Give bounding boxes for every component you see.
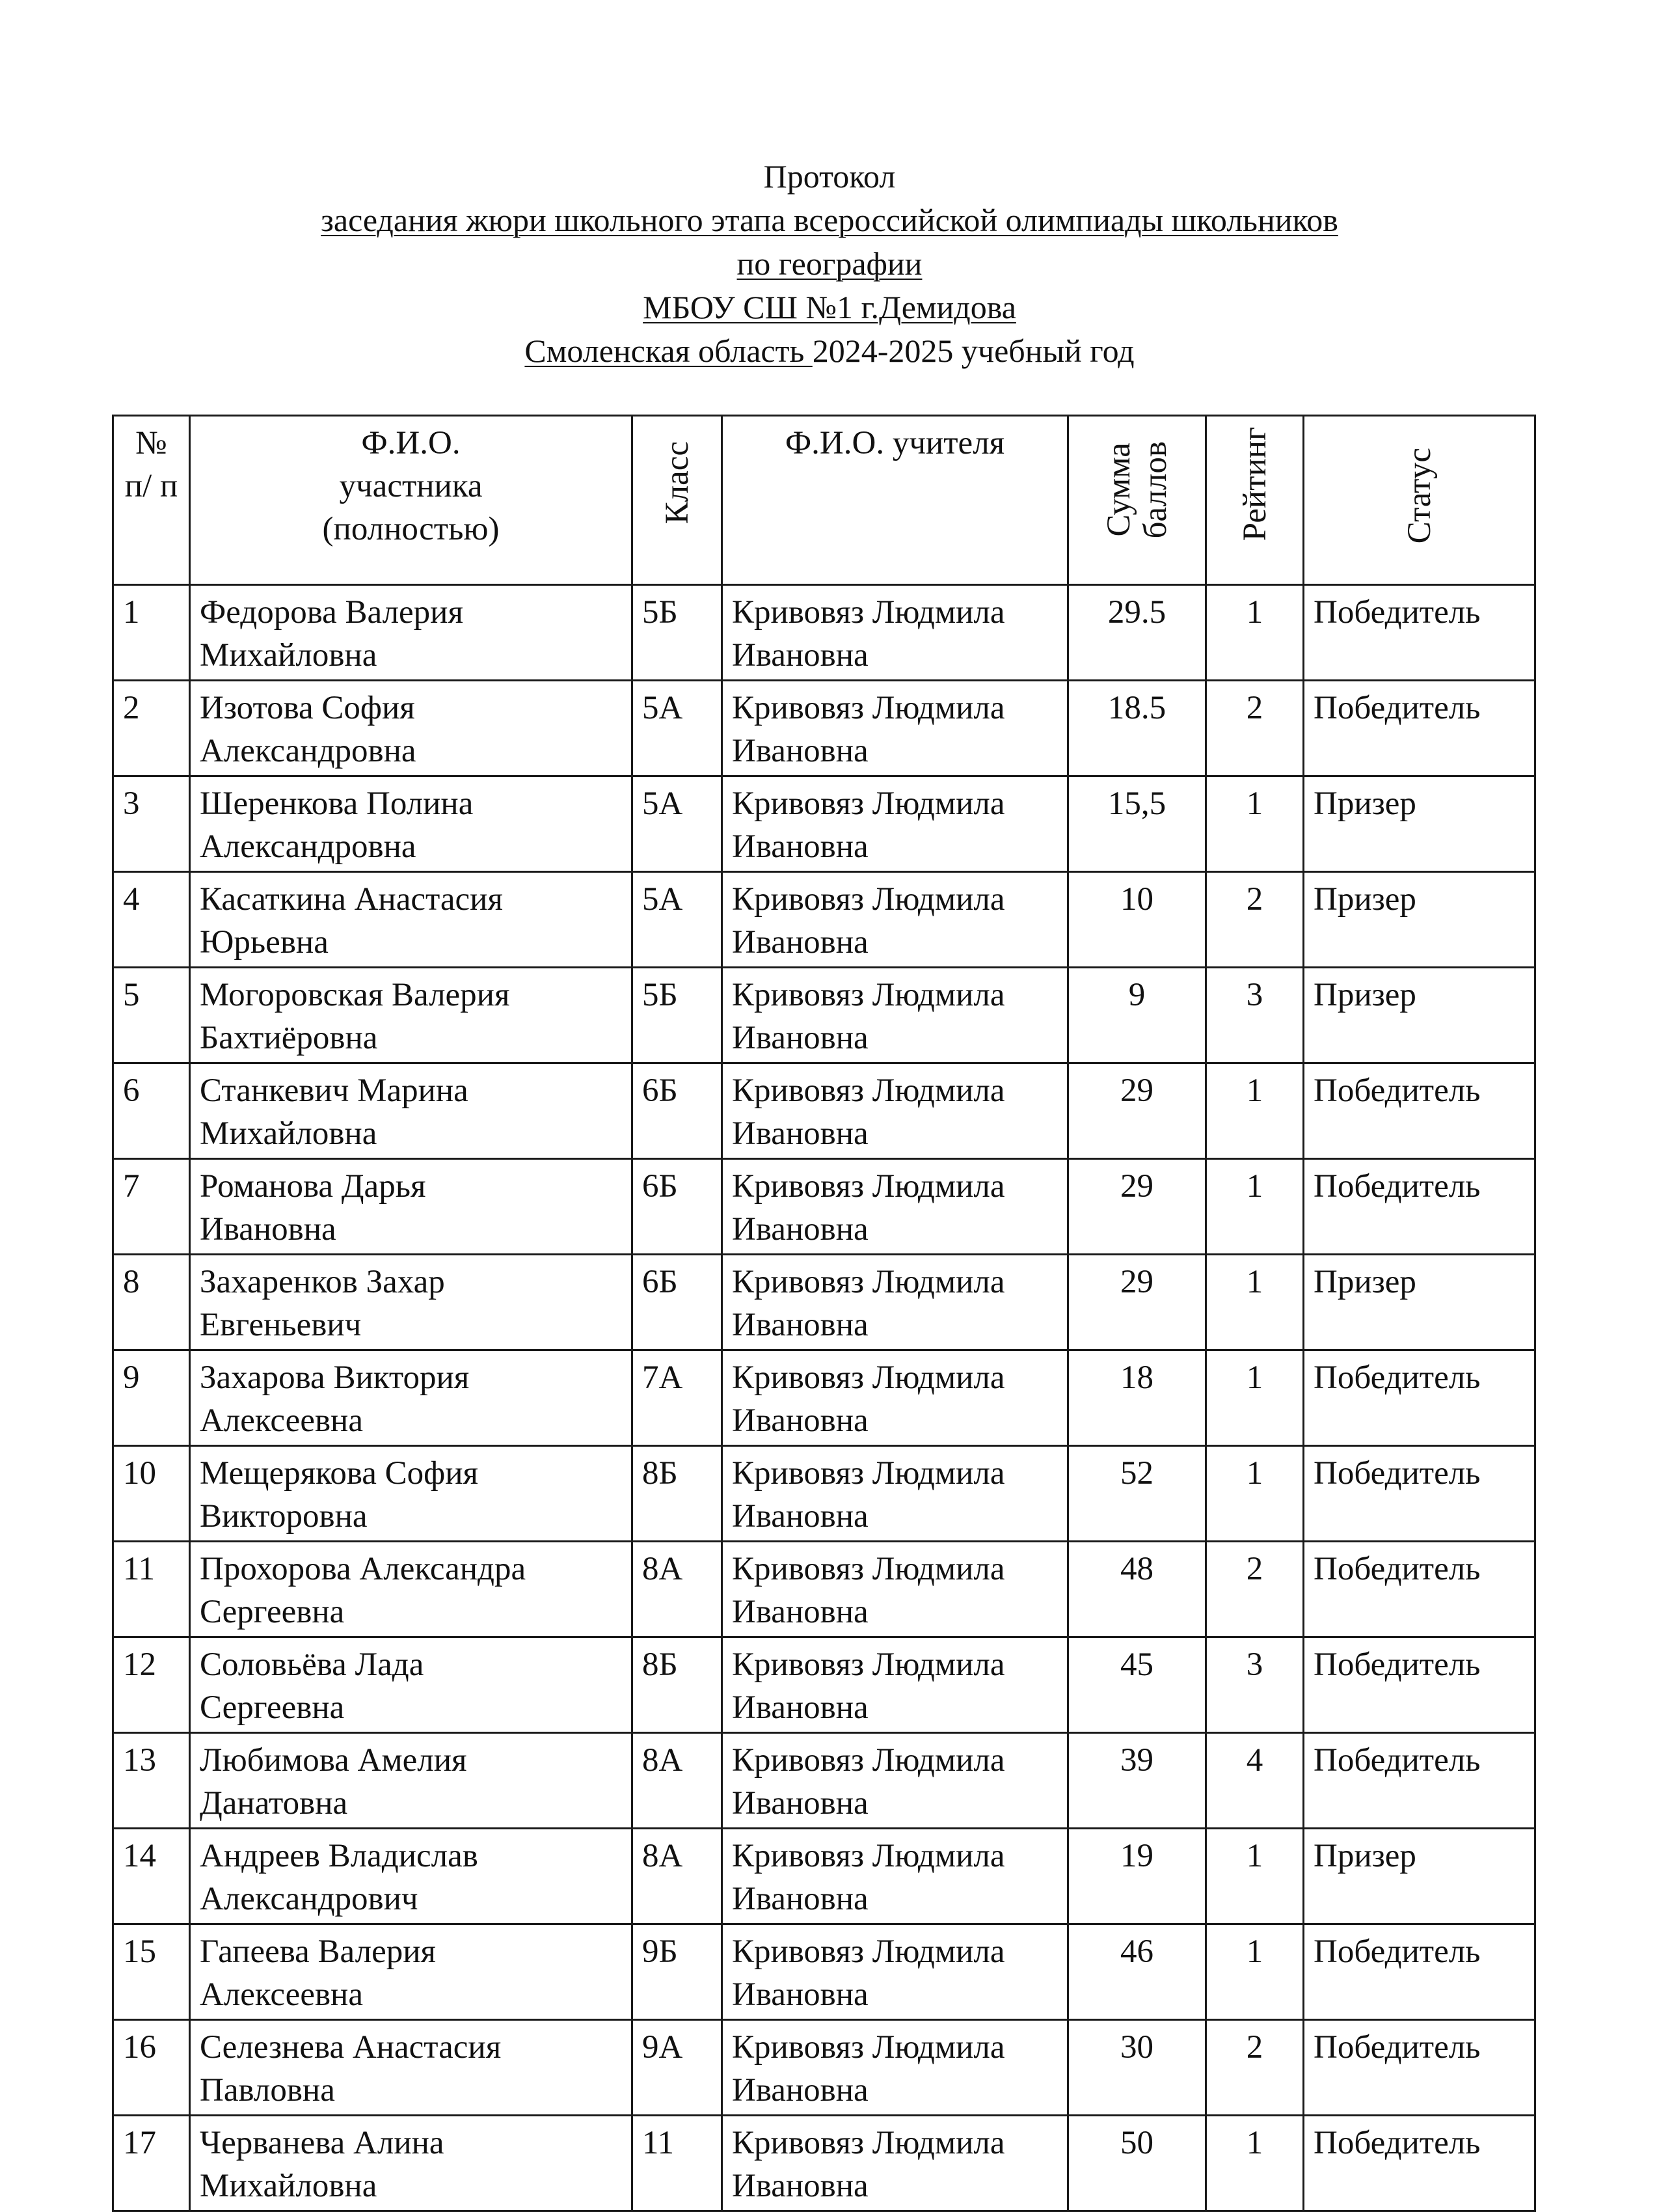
table-row <box>113 872 1535 968</box>
participant-line2: Алексеевна <box>200 1402 363 1439</box>
cell-status: Победитель <box>1304 585 1535 681</box>
cell-num: 14 <box>113 1829 190 1924</box>
participant-line1: Селезнева Анастасия <box>200 2029 502 2066</box>
cell-rating: 1 <box>1206 1924 1304 2020</box>
participant-line2: Александровна <box>200 828 416 865</box>
teacher-line2: Ивановна <box>732 637 869 674</box>
cell-rating: 2 <box>1206 872 1304 968</box>
cell-participant <box>190 1637 632 1733</box>
header-score-l2: баллов <box>1137 441 1174 539</box>
cell-participant <box>190 1446 632 1542</box>
table-row <box>113 1733 1535 1829</box>
cell-class: 6Б <box>632 1159 722 1255</box>
cell-class: 11 <box>632 2116 722 2211</box>
cell-participant <box>190 1350 632 1446</box>
participant-line2: Михайловна <box>200 1115 377 1152</box>
participant-line1: Изотова София <box>200 690 415 726</box>
cell-teacher <box>722 776 1068 872</box>
cell-num: 6 <box>113 1063 190 1159</box>
cell-status: Победитель <box>1304 1733 1535 1829</box>
header-participant-l1: Ф.И.О. <box>361 425 461 461</box>
cell-class: 9А <box>632 2020 722 2116</box>
cell-participant <box>190 2116 632 2211</box>
participant-line1: Андреев Владислав <box>200 1838 478 1874</box>
teacher-line1: Кривовяз Людмила <box>732 690 1005 726</box>
cell-num: 7 <box>113 1159 190 1255</box>
participant-line1: Любимова Амелия <box>200 1742 467 1779</box>
teacher-line2: Ивановна <box>732 1498 869 1535</box>
cell-participant <box>190 968 632 1063</box>
table-row <box>113 1829 1535 1924</box>
table-row <box>113 1063 1535 1159</box>
table-row <box>113 968 1535 1063</box>
cell-score: 18 <box>1068 1350 1206 1446</box>
participant-line1: Могоровская Валерия <box>200 977 510 1013</box>
table-row <box>113 1924 1535 2020</box>
cell-rating: 1 <box>1206 1446 1304 1542</box>
cell-class: 8А <box>632 1542 722 1637</box>
cell-participant <box>190 1542 632 1637</box>
cell-participant <box>190 1159 632 1255</box>
teacher-line2: Ивановна <box>732 1594 869 1630</box>
protocol-header <box>0 155 1659 373</box>
cell-num: 16 <box>113 2020 190 2116</box>
results-table <box>112 415 1536 2212</box>
cell-teacher <box>722 1542 1068 1637</box>
teacher-line2: Ивановна <box>732 1115 869 1152</box>
cell-rating: 2 <box>1206 681 1304 776</box>
table-row <box>113 1255 1535 1350</box>
cell-class: 6Б <box>632 1063 722 1159</box>
cell-participant <box>190 1255 632 1350</box>
teacher-line1: Кривовяз Людмила <box>732 594 1005 631</box>
teacher-line1: Кривовяз Людмила <box>732 881 1005 918</box>
header-rating-label: Рейтинг <box>1236 427 1273 541</box>
cell-status: Победитель <box>1304 1063 1535 1159</box>
participant-line1: Прохорова Александра <box>200 1551 526 1587</box>
cell-score: 39 <box>1068 1733 1206 1829</box>
participant-line2: Евгеньевич <box>200 1307 362 1343</box>
cell-num: 4 <box>113 872 190 968</box>
cell-rating: 2 <box>1206 2020 1304 2116</box>
cell-teacher <box>722 2116 1068 2211</box>
participant-line2: Александрович <box>200 1881 418 1917</box>
teacher-line1: Кривовяз Людмила <box>732 1933 1005 1970</box>
cell-status: Победитель <box>1304 681 1535 776</box>
table-header-row <box>113 416 1535 585</box>
participant-line2: Данатовна <box>200 1785 348 1822</box>
header-participant-l2: участника <box>339 468 483 504</box>
header-class <box>632 416 722 585</box>
cell-teacher <box>722 1446 1068 1542</box>
cell-num: 17 <box>113 2116 190 2211</box>
participant-line2: Михайловна <box>200 2168 377 2204</box>
header-rating <box>1206 416 1304 585</box>
cell-class: 6Б <box>632 1255 722 1350</box>
participant-line1: Шеренкова Полина <box>200 785 474 822</box>
participant-line2: Сергеевна <box>200 1594 345 1630</box>
table-row <box>113 1446 1535 1542</box>
cell-score: 46 <box>1068 1924 1206 2020</box>
header-num-label: № п/ п <box>124 425 178 504</box>
cell-num: 5 <box>113 968 190 1063</box>
teacher-line2: Ивановна <box>732 1402 869 1439</box>
cell-rating: 2 <box>1206 1542 1304 1637</box>
cell-status: Победитель <box>1304 2020 1535 2116</box>
teacher-line2: Ивановна <box>732 1881 869 1917</box>
cell-rating: 3 <box>1206 968 1304 1063</box>
participant-line2: Павловна <box>200 2072 335 2109</box>
cell-num: 9 <box>113 1350 190 1446</box>
cell-teacher <box>722 1733 1068 1829</box>
cell-status: Победитель <box>1304 2116 1535 2211</box>
cell-status: Победитель <box>1304 1159 1535 1255</box>
cell-teacher <box>722 585 1068 681</box>
cell-class: 5Б <box>632 968 722 1063</box>
cell-score: 19 <box>1068 1829 1206 1924</box>
cell-rating: 1 <box>1206 1159 1304 1255</box>
cell-score: 9 <box>1068 968 1206 1063</box>
cell-rating: 1 <box>1206 1255 1304 1350</box>
cell-teacher <box>722 1637 1068 1733</box>
teacher-line1: Кривовяз Людмила <box>732 1264 1005 1300</box>
header-status <box>1304 416 1535 585</box>
participant-line2: Бахтиёровна <box>200 1020 378 1056</box>
teacher-line2: Ивановна <box>732 1020 869 1056</box>
table-row <box>113 1350 1535 1446</box>
cell-num: 8 <box>113 1255 190 1350</box>
table-row <box>113 776 1535 872</box>
cell-rating: 1 <box>1206 1350 1304 1446</box>
teacher-line2: Ивановна <box>732 924 869 961</box>
protocol-subject: по географии <box>736 245 923 282</box>
cell-status: Призер <box>1304 1829 1535 1924</box>
teacher-line2: Ивановна <box>732 1211 869 1248</box>
cell-class: 9Б <box>632 1924 722 2020</box>
header-participant <box>190 416 632 585</box>
cell-class: 5Б <box>632 585 722 681</box>
cell-participant <box>190 585 632 681</box>
teacher-line1: Кривовяз Людмила <box>732 1742 1005 1779</box>
header-num <box>113 416 190 585</box>
protocol-region-year <box>0 329 1659 373</box>
cell-score: 45 <box>1068 1637 1206 1733</box>
participant-line1: Захаренков Захар <box>200 1264 445 1300</box>
teacher-line1: Кривовяз Людмила <box>732 2125 1005 2161</box>
cell-num: 3 <box>113 776 190 872</box>
cell-status: Победитель <box>1304 1542 1535 1637</box>
participant-line2: Ивановна <box>200 1211 336 1248</box>
cell-participant <box>190 1829 632 1924</box>
cell-teacher <box>722 1924 1068 2020</box>
teacher-line2: Ивановна <box>732 2072 869 2109</box>
header-class-label: Класс <box>658 441 695 525</box>
cell-teacher <box>722 681 1068 776</box>
cell-status: Победитель <box>1304 1637 1535 1733</box>
teacher-line1: Кривовяз Людмила <box>732 1646 1005 1683</box>
protocol-subtitle: заседания жюри школьного этапа всероссийской олимпиады школьников <box>321 202 1338 238</box>
cell-participant <box>190 2020 632 2116</box>
header-score <box>1068 416 1206 585</box>
participant-line2: Викторовна <box>200 1498 368 1535</box>
cell-status: Призер <box>1304 776 1535 872</box>
teacher-line2: Ивановна <box>732 1307 869 1343</box>
header-score-l1: Сумма <box>1100 443 1137 537</box>
cell-score: 29 <box>1068 1159 1206 1255</box>
table-row <box>113 1159 1535 1255</box>
cell-status: Победитель <box>1304 1350 1535 1446</box>
cell-teacher <box>722 968 1068 1063</box>
teacher-line1: Кривовяз Людмила <box>732 1455 1005 1492</box>
cell-rating: 3 <box>1206 1637 1304 1733</box>
teacher-line1: Кривовяз Людмила <box>732 2029 1005 2066</box>
table-row <box>113 681 1535 776</box>
participant-line1: Соловьёва Лада <box>200 1646 424 1683</box>
cell-status: Победитель <box>1304 1924 1535 2020</box>
cell-teacher <box>722 1829 1068 1924</box>
participant-line1: Черванева Алина <box>200 2125 444 2161</box>
protocol-school: МБОУ СШ №1 г.Демидова <box>643 289 1016 325</box>
header-teacher-label: Ф.И.О. учителя <box>785 425 1005 461</box>
teacher-line1: Кривовяз Людмила <box>732 785 1005 822</box>
cell-score: 15,5 <box>1068 776 1206 872</box>
teacher-line1: Кривовяз Людмила <box>732 1072 1005 1109</box>
cell-class: 8Б <box>632 1446 722 1542</box>
participant-line1: Гапеева Валерия <box>200 1933 436 1970</box>
header-participant-l3: (полностью) <box>322 511 500 547</box>
header-status-label: Статус <box>1401 448 1438 544</box>
teacher-line2: Ивановна <box>732 828 869 865</box>
cell-status: Призер <box>1304 1255 1535 1350</box>
cell-class: 7А <box>632 1350 722 1446</box>
teacher-line1: Кривовяз Людмила <box>732 1359 1005 1396</box>
table-row <box>113 1637 1535 1733</box>
cell-class: 5А <box>632 776 722 872</box>
cell-teacher <box>722 1255 1068 1350</box>
teacher-line1: Кривовяз Людмила <box>732 1168 1005 1205</box>
cell-score: 48 <box>1068 1542 1206 1637</box>
cell-rating: 4 <box>1206 1733 1304 1829</box>
cell-class: 8А <box>632 1829 722 1924</box>
cell-status: Призер <box>1304 968 1535 1063</box>
participant-line2: Александровна <box>200 733 416 769</box>
cell-score: 50 <box>1068 2116 1206 2211</box>
cell-rating: 1 <box>1206 776 1304 872</box>
table-row <box>113 2116 1535 2211</box>
cell-rating: 1 <box>1206 1829 1304 1924</box>
participant-line2: Михайловна <box>200 637 377 674</box>
cell-score: 29.5 <box>1068 585 1206 681</box>
cell-teacher <box>722 1350 1068 1446</box>
header-teacher <box>722 416 1068 585</box>
protocol-year: 2024-2025 учебный год <box>812 333 1135 369</box>
table-row <box>113 2020 1535 2116</box>
cell-participant <box>190 1924 632 2020</box>
cell-rating: 1 <box>1206 585 1304 681</box>
cell-num: 12 <box>113 1637 190 1733</box>
cell-teacher <box>722 2020 1068 2116</box>
cell-num: 2 <box>113 681 190 776</box>
teacher-line2: Ивановна <box>732 1976 869 2013</box>
participant-line1: Федорова Валерия <box>200 594 463 631</box>
cell-class: 5А <box>632 681 722 776</box>
protocol-region: Смоленская область <box>524 333 813 369</box>
cell-num: 10 <box>113 1446 190 1542</box>
cell-participant <box>190 681 632 776</box>
cell-participant <box>190 1733 632 1829</box>
participant-line1: Мещерякова София <box>200 1455 478 1492</box>
cell-rating: 1 <box>1206 2116 1304 2211</box>
cell-teacher <box>722 872 1068 968</box>
cell-status: Победитель <box>1304 1446 1535 1542</box>
participant-line2: Сергеевна <box>200 1689 345 1726</box>
cell-score: 30 <box>1068 2020 1206 2116</box>
teacher-line2: Ивановна <box>732 733 869 769</box>
cell-status: Призер <box>1304 872 1535 968</box>
protocol-title: Протокол <box>763 158 896 195</box>
table-row <box>113 1542 1535 1637</box>
teacher-line2: Ивановна <box>732 1785 869 1822</box>
cell-rating: 1 <box>1206 1063 1304 1159</box>
cell-score: 52 <box>1068 1446 1206 1542</box>
header-score-label <box>1101 441 1174 539</box>
cell-num: 1 <box>113 585 190 681</box>
teacher-line2: Ивановна <box>732 1689 869 1726</box>
cell-score: 18.5 <box>1068 681 1206 776</box>
cell-participant <box>190 872 632 968</box>
cell-score: 29 <box>1068 1063 1206 1159</box>
cell-teacher <box>722 1063 1068 1159</box>
cell-score: 29 <box>1068 1255 1206 1350</box>
cell-class: 8А <box>632 1733 722 1829</box>
teacher-line1: Кривовяз Людмила <box>732 1551 1005 1587</box>
cell-num: 13 <box>113 1733 190 1829</box>
table-row <box>113 585 1535 681</box>
cell-class: 5А <box>632 872 722 968</box>
cell-num: 11 <box>113 1542 190 1637</box>
participant-line2: Алексеевна <box>200 1976 363 2013</box>
participant-line1: Романова Дарья <box>200 1168 426 1205</box>
cell-teacher <box>722 1159 1068 1255</box>
participant-line1: Станкевич Марина <box>200 1072 468 1109</box>
cell-score: 10 <box>1068 872 1206 968</box>
participant-line2: Юрьевна <box>200 924 329 961</box>
cell-participant <box>190 1063 632 1159</box>
cell-participant <box>190 776 632 872</box>
cell-class: 8Б <box>632 1637 722 1733</box>
cell-num: 15 <box>113 1924 190 2020</box>
participant-line1: Касаткина Анастасия <box>200 881 503 918</box>
teacher-line1: Кривовяз Людмила <box>732 1838 1005 1874</box>
teacher-line1: Кривовяз Людмила <box>732 977 1005 1013</box>
teacher-line2: Ивановна <box>732 2168 869 2204</box>
participant-line1: Захарова Виктория <box>200 1359 470 1396</box>
